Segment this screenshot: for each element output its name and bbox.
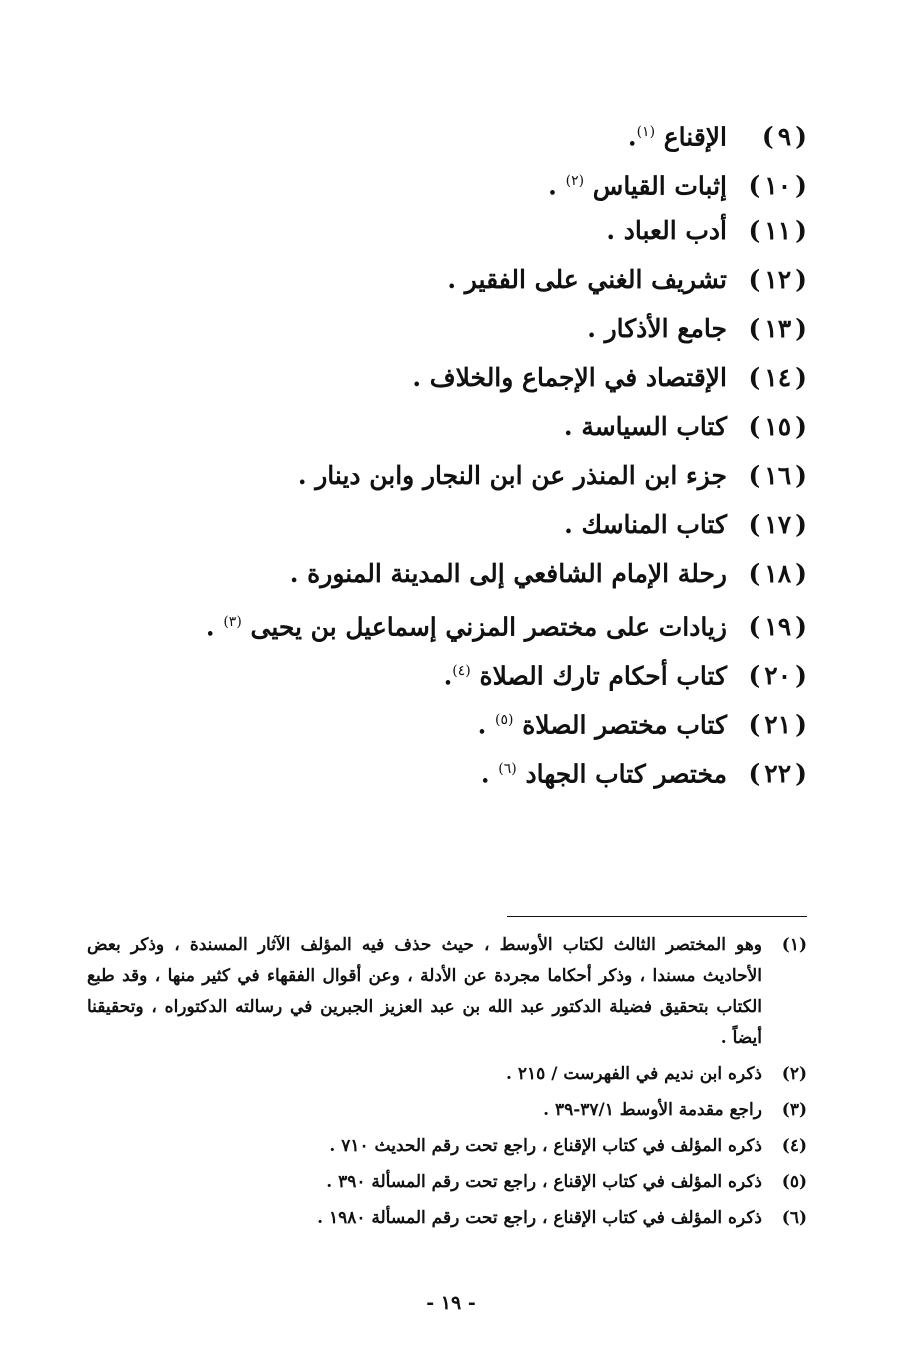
footnote-text: ذكره ابن نديم في الفهرست / ٢١٥ .: [506, 1064, 762, 1084]
item-text: كتاب السياسة .: [563, 412, 727, 441]
footnote-ref: (١): [636, 124, 656, 140]
item-number: (١١): [748, 216, 807, 245]
item-number: (١٧): [748, 510, 807, 539]
footnote-text: راجع مقدمة الأوسط ٣٧/١-٣٩ .: [543, 1100, 762, 1120]
list-item: [87, 500, 807, 549]
footnote-number: (٤): [781, 1136, 807, 1156]
footnote: [87, 1128, 807, 1164]
list-item: [87, 745, 807, 794]
item-number: (٢٠): [748, 661, 807, 691]
footnote: [87, 1056, 807, 1092]
footnote: [87, 1200, 807, 1236]
works-list: [87, 108, 807, 794]
list-item: [87, 255, 807, 304]
footnote-ref: (٦): [498, 761, 517, 777]
item-number: (١٠): [748, 171, 807, 201]
item-number: (٢١): [748, 710, 807, 740]
item-number: (١٦): [748, 461, 807, 490]
list-item: [87, 696, 807, 745]
item-text: مختصر كتاب الجهاد $^{(٦)}$ .: [480, 759, 727, 789]
item-text: كتاب أحكام تارك الصلاة $^{(٤)}$.: [443, 661, 727, 691]
footnote-ref: (٥): [495, 712, 514, 728]
footnote-ref: (٢): [565, 173, 585, 189]
footnote-text: ذكره المؤلف في كتاب الإقناع ، راجع تحت رقم المسألة ٣٩٠ .: [326, 1172, 762, 1192]
page-number: - ١٩ -: [426, 1292, 476, 1314]
item-text: جامع الأذكار .: [587, 314, 727, 343]
list-item: [87, 549, 807, 598]
footnote-number: (٦): [781, 1208, 807, 1228]
list-item: [87, 108, 807, 157]
list-item: [87, 598, 807, 647]
item-number: (١٣): [748, 314, 807, 343]
item-number: (١٥): [748, 412, 807, 441]
item-number: (٩): [761, 122, 807, 152]
item-text: إثبات القياس $^{(٢)}$ .: [548, 171, 727, 201]
item-text: الإقتصاد في الإجماع والخلاف .: [412, 363, 727, 392]
footnote: [87, 1092, 807, 1128]
item-text: جزء ابن المنذر عن ابن النجار وابن دينار .: [297, 461, 727, 490]
item-text: كتاب مختصر الصلاة $^{(٥)}$ .: [477, 710, 727, 740]
footnote-text: وهو المختصر الثالث لكتاب الأوسط ، حيث حذف فيه المؤلف الآثار المسندة ، وذكر بعض الأحاديث مسندا ، وذكر أحكاما مجردة عن الأدلة ، وعن أقوال الفقهاء في كثير منها ، وقد طبع الكتاب بتحقيق فضيلة الدكتور عبد الله بن عبد العزيز الجبرين في رسالته الدكتوراه ، وتحقيقنا أيضاً .: [87, 935, 762, 1048]
item-number: (١٢): [748, 265, 807, 294]
footnote-text: ذكره المؤلف في كتاب الإقناع ، راجع تحت رقم الحديث ٧١٠ .: [329, 1136, 762, 1156]
footnotes: [87, 930, 807, 1236]
item-text: رحلة الإمام الشافعي إلى المدينة المنورة .: [289, 559, 727, 588]
footnote-ref: (٤): [452, 663, 471, 679]
item-number: (١٤): [748, 363, 807, 392]
footnote-number: (١): [781, 935, 807, 955]
footnote-separator: [507, 916, 807, 917]
item-number: (١٩): [748, 612, 807, 642]
footnote: [87, 930, 807, 1054]
item-number: (١٨): [748, 559, 807, 588]
item-text: تشريف الغني على الفقير .: [447, 265, 727, 294]
footnote-text: ذكره المؤلف في كتاب الإقناع ، راجع تحت رقم المسألة ١٩٨٠ .: [317, 1208, 762, 1228]
footnote-number: (٥): [781, 1172, 807, 1192]
item-number: (٢٢): [748, 759, 807, 789]
footnote-number: (٢): [781, 1064, 807, 1084]
list-item: [87, 647, 807, 696]
item-text: زيادات على مختصر المزني إسماعيل بن يحيى $^{(٣)}$ .: [205, 612, 727, 642]
item-text: الإقناع $^{(١)}$.: [627, 122, 727, 152]
footnote: [87, 1164, 807, 1200]
list-item: [87, 157, 807, 206]
footnote-number: (٣): [781, 1100, 807, 1120]
footnote-ref: (٣): [223, 614, 242, 630]
list-item: [87, 304, 807, 353]
item-text: كتاب المناسك .: [564, 510, 727, 539]
list-item: [87, 402, 807, 451]
list-item: [87, 206, 807, 255]
list-item: [87, 353, 807, 402]
list-item: [87, 451, 807, 500]
item-text: أدب العباد .: [606, 216, 727, 245]
